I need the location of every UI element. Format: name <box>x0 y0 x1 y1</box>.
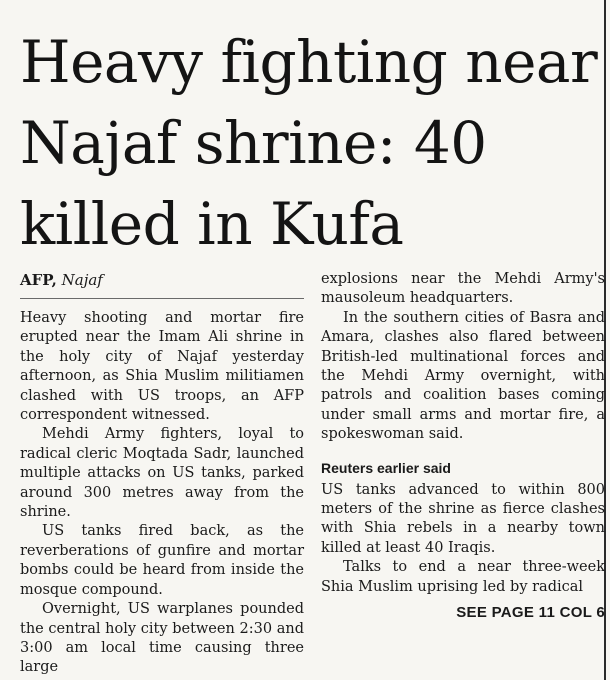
paragraph: US tanks fired back, as the reverberations of gunfire and mortar bombs could be heard from inside the mosque compound. <box>20 523 304 598</box>
byline-agency: AFP, <box>20 271 57 289</box>
headline-line-3: killed in Kufa <box>20 190 404 258</box>
paragraph: Talks to end a near three-week Shia Muslim uprising led by radical <box>321 559 605 595</box>
headline <box>20 22 600 265</box>
paragraph: Heavy shooting and mortar fire erupted near the Imam Ali shrine in the holy city of Najaf yesterday afternoon, as Shia Muslim militiamen clashed with US troops, an AFP correspondent witnessed. <box>20 310 304 424</box>
subheading: Reuters earlier said <box>321 459 451 476</box>
paragraph: In the southern cities of Basra and Amara, clashes also flared between British-led multinational forces and the Mehdi Army overnight, with patrols and coalition bases coming under small arms and mortar fire, a spokeswoman said. <box>321 309 605 443</box>
byline-location: Najaf <box>61 271 103 289</box>
paragraph: Mehdi Army fighters, loyal to radical cleric Moqtada Sadr, launched multiple attacks on US tanks, parked around 300 metres away from the shrine. <box>20 426 304 521</box>
headline-line-1: Heavy fighting near <box>20 28 598 96</box>
paragraph: explosions near the Mehdi Army's mausoleum headquarters. <box>321 271 605 307</box>
continuation-jump-line: SEE PAGE 11 COL 6 <box>456 604 605 622</box>
article-column-left <box>20 270 304 678</box>
headline-line-2: Najaf shrine: 40 <box>20 109 487 177</box>
paragraph: US tanks advanced to within 800 meters of the shrine as fierce clashes with Shia rebels in a nearby town killed at least 40 Iraqis. <box>321 481 605 556</box>
byline <box>20 270 304 299</box>
paragraph: Overnight, US warplanes pounded the central holy city between 2:30 and 3:00 am local time causing three large <box>20 601 304 676</box>
article-column-right <box>321 270 605 623</box>
